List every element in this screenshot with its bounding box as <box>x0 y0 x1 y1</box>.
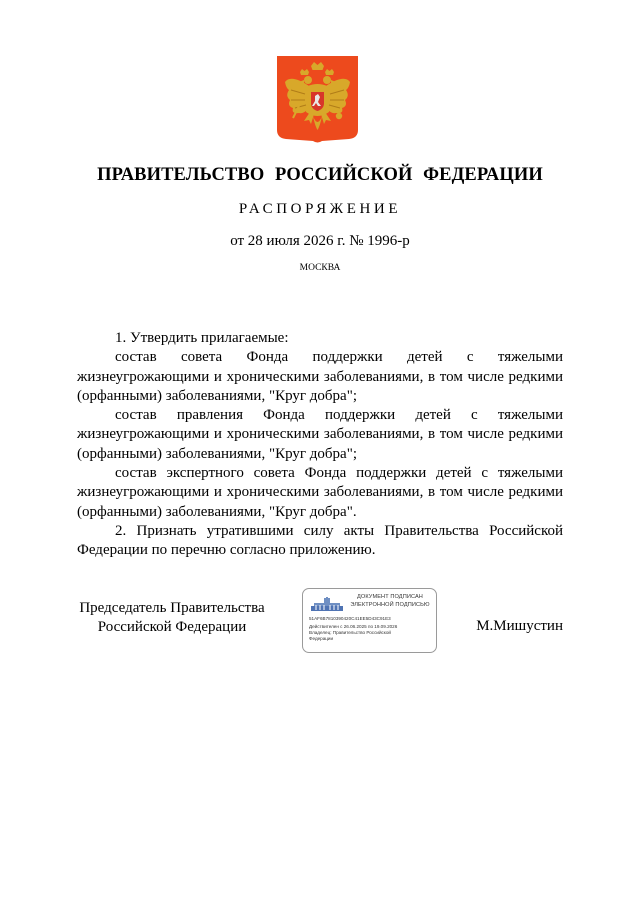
stamp-heading-line-1: ДОКУМЕНТ ПОДПИСАН <box>357 594 423 600</box>
electronic-signature-stamp <box>302 588 437 653</box>
signer-name: М.Мишустин <box>476 618 563 634</box>
government-title: ПРАВИТЕЛЬСТВО РОССИЙСКОЙ ФЕДЕРАЦИИ <box>97 165 543 185</box>
document-date-number: от 28 июля 2026 г. № 1996-р <box>230 233 410 249</box>
stamp-validity: Действителен с 26.06.2025 по 19.09.2026 <box>309 624 398 629</box>
paragraph-2: состав совета Фонда поддержки детей с тяжелыми жизнеугрожающими и хроническими заболеваниями, в том числе редкими (орфанными) заболеваниями, "Круг добра"; <box>77 349 563 404</box>
paragraph-3: состав правления Фонда поддержки детей с тяжелыми жизнеугрожающими и хроническими заболеваниями, в том числе редкими (орфанными) заболеваниями, "Круг добра"; <box>77 407 563 462</box>
paragraph-1: 1. Утвердить прилагаемые: <box>115 330 289 346</box>
russian-coat-of-arms-icon <box>277 56 358 144</box>
document-type: РАСПОРЯЖЕНИЕ <box>238 201 402 217</box>
stamp-certificate: 51AF6B7810390420C41EE5D43C91E3 <box>309 616 391 621</box>
government-building-icon <box>310 597 344 612</box>
stamp-heading-line-2: ЭЛЕКТРОННОЙ ПОДПИСЬЮ <box>350 601 430 608</box>
paragraph-5: 2. Признать утратившими силу акты Правительства Российской Федерации по перечню согласно приложению. <box>77 522 563 559</box>
stamp-owner-line-2: Федерации <box>309 636 334 641</box>
signer-position-line-1: Председатель Правительства <box>79 600 265 616</box>
signer-position <box>77 599 267 638</box>
stamp-heading <box>347 594 433 609</box>
stamp-owner-line-1: Владелец: Правительство Российской <box>309 630 391 635</box>
paragraph-4: состав экспертного совета Фонда поддержки детей с тяжелыми жизнеугрожающими и хроническими заболеваниями, в том числе редкими (орфанными) заболеваниями, "Круг добра". <box>77 465 563 520</box>
document-body <box>77 329 563 561</box>
signer-position-line-2: Российской Федерации <box>97 619 247 636</box>
document-city: МОСКВА <box>299 263 341 273</box>
